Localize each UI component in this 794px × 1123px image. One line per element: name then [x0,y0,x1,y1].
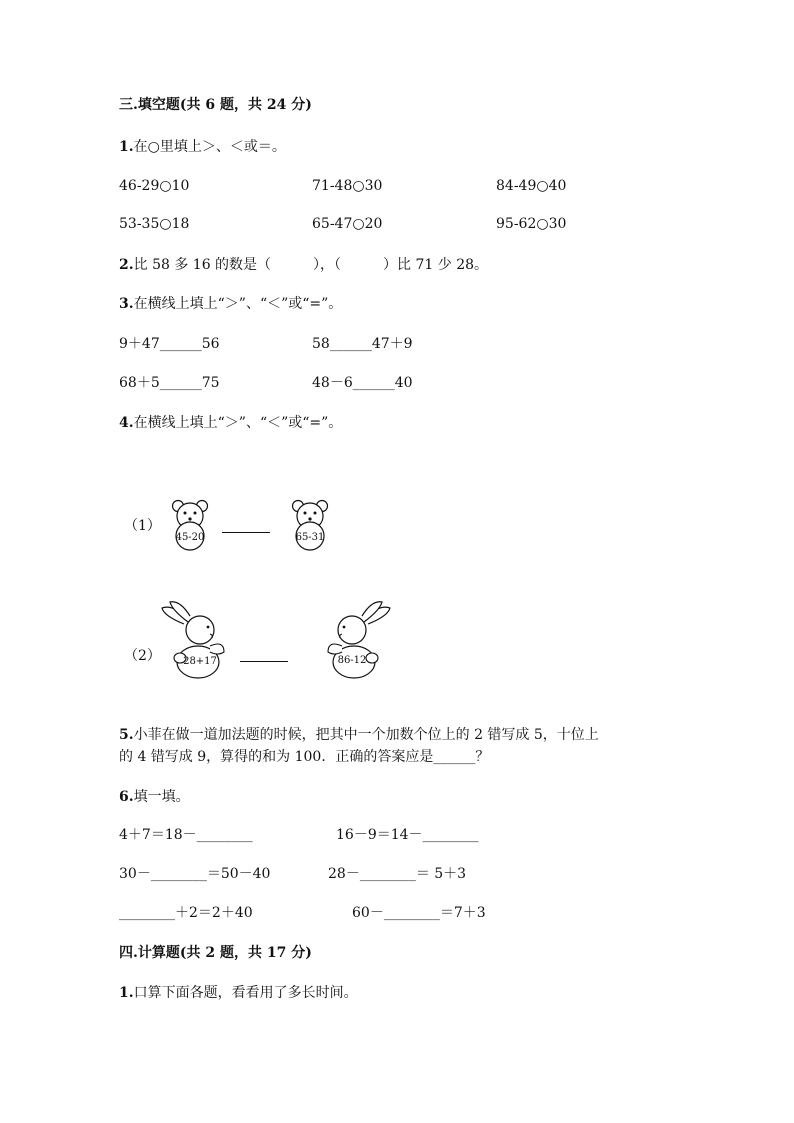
bear-left-illustration [168,497,218,549]
q3-cell-2-1: 68＋5______75 [119,375,220,391]
q1-cell-1-2: 71-48○30 [312,178,383,194]
q1-cell-1-1: 46-29○10 [119,178,190,194]
section-4-question-1-prompt: 口算下面各题，看看用了多长时间。 [133,985,358,1001]
q1-cell-2-3: 95-62○30 [496,216,567,232]
q4-item-2-label: （2） [124,648,161,664]
rabbit-right-illustration [320,600,394,682]
q1-cell-2-2: 65-47○20 [312,216,383,232]
question-5-number: 5. [119,727,134,743]
q4-item-1-answer-line[interactable] [222,520,270,533]
q1-cell-2-1: 53-35○18 [119,216,190,232]
section-4-question-1-number: 1. [119,985,134,1001]
bear-right-expression: 65-31 [295,532,325,543]
question-5-text-1: 小菲在做一道加法题的时候，把其中一个加数个位上的 2 错写成 5，十位上 [133,727,599,743]
question-4 [119,413,342,433]
question-2-number: 2. [119,257,134,273]
q6-cell-3-2: 60－________＝7＋3 [352,905,486,921]
question-1 [119,137,286,157]
question-6-number: 6. [119,789,134,805]
question-2 [119,255,488,275]
section-4-question-1 [119,983,358,1003]
question-2-text: 比 58 多 16 的数是（ ），（ ）比 71 少 28。 [133,257,489,273]
question-6 [119,787,190,807]
q3-cell-1-1: 9＋47______56 [119,336,220,352]
q4-item-2-answer-line[interactable] [240,649,288,662]
q6-cell-3-1: ________＋2＝2＋40 [119,905,253,921]
question-3-number: 3. [119,296,134,312]
q6-cell-1-2: 16－9＝14－________ [336,827,479,843]
rabbit-right-expression: 86-12 [337,655,367,666]
question-1-number: 1. [119,139,134,155]
q1-cell-1-3: 84-49○40 [496,178,567,194]
q6-cell-2-1: 30－________＝50－40 [119,866,271,882]
bear-left-expression: 45-20 [175,532,205,543]
bear-right-illustration [288,497,338,549]
question-3 [119,294,342,314]
question-3-prompt: 在横线上填上“＞”、“＜”或“=”。 [133,296,343,312]
question-5-line-2: 的 4 错写成 9，算得的和为 100．正确的答案应是______？ [119,749,490,765]
q4-item-1-label: （1） [124,518,161,534]
rabbit-left-illustration [158,600,232,682]
q3-cell-1-2: 58______47＋9 [312,336,413,352]
q6-cell-2-2: 28－________＝ 5＋3 [328,866,467,882]
rabbit-left-expression: 28+17 [183,656,217,667]
question-4-prompt: 在横线上填上“＞”、“＜”或“=”。 [133,415,343,431]
question-6-prompt: 填一填。 [133,789,190,805]
q6-cell-1-1: 4＋7＝18－________ [119,827,253,843]
q3-cell-2-2: 48－6______40 [312,375,413,391]
question-5-line-1 [119,725,599,745]
section-4-heading: 四.计算题(共 2 题，共 17 分) [119,945,312,961]
question-1-prompt: 在○里填上＞、＜或＝。 [133,139,286,155]
question-4-number: 4. [119,415,134,431]
section-3-heading: 三.填空题(共 6 题，共 24 分) [119,97,312,113]
